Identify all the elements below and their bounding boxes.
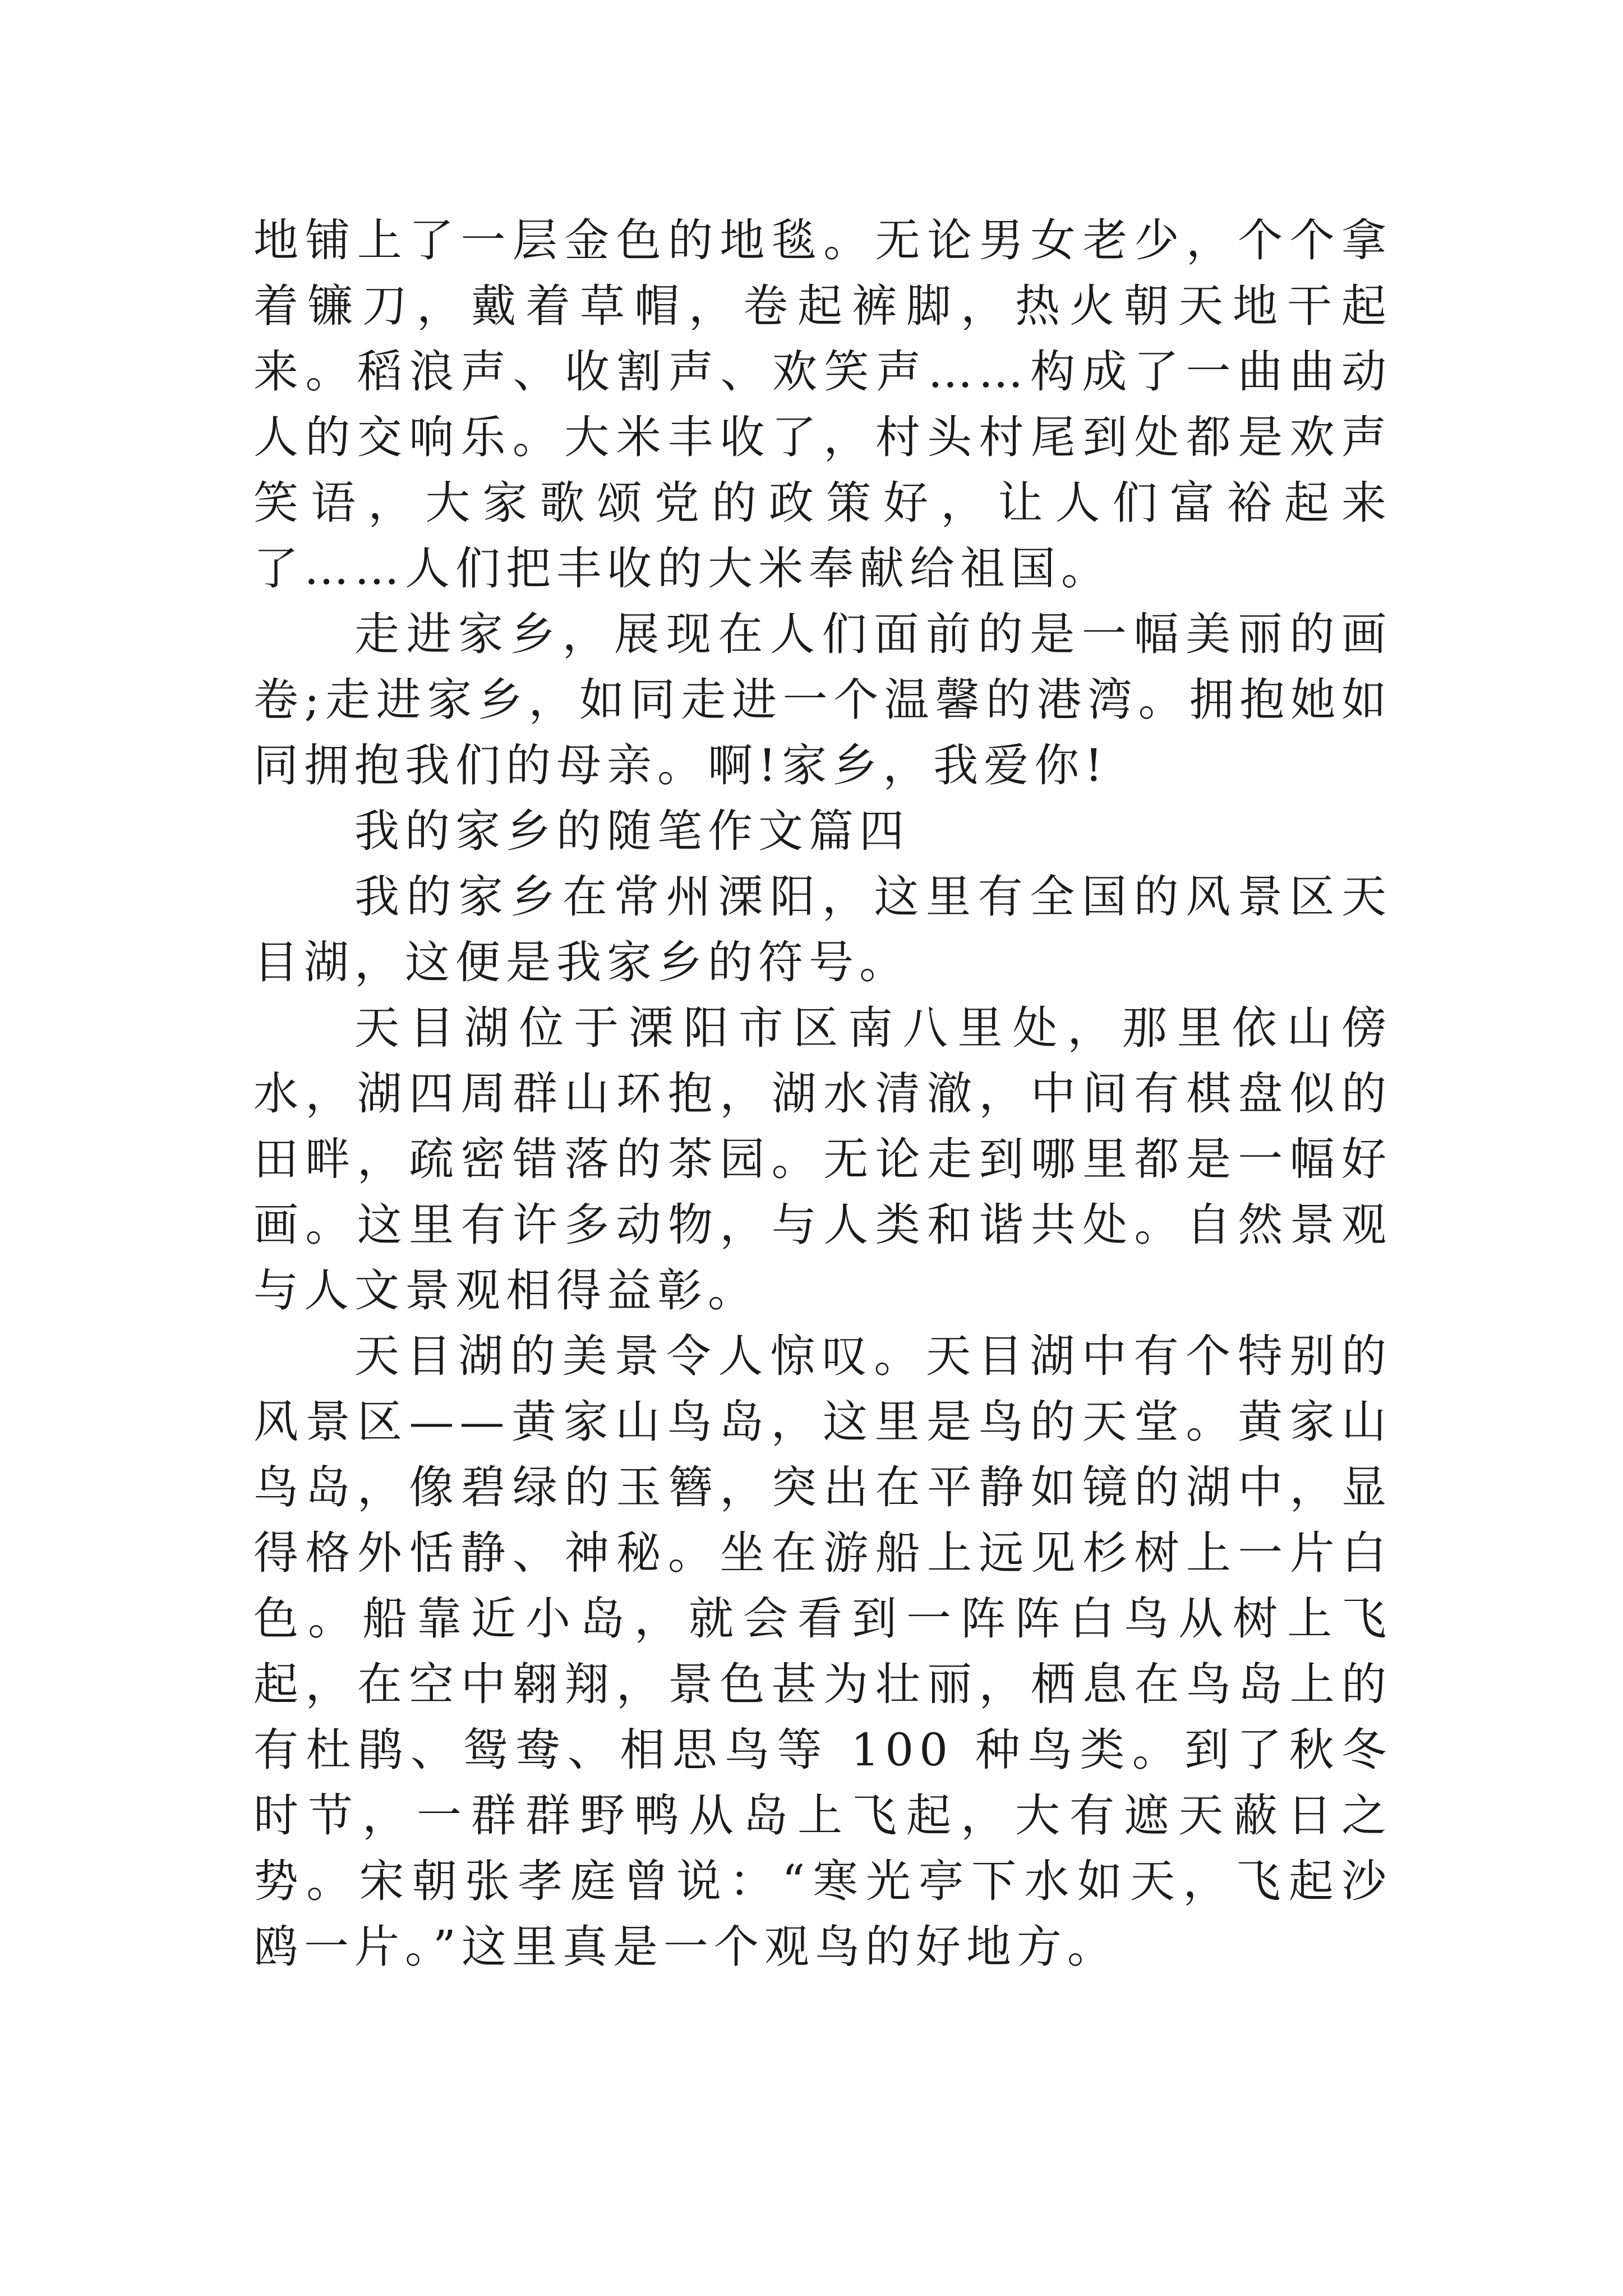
paragraph: 我的家乡在常州溧阳，这里有全国的风景区天目湖，这便是我家乡的符号。 (253, 871, 1392, 988)
paragraph: 天目湖的美景令人惊叹。天目湖中有个特别的风景区——黄家山鸟岛，这里是鸟的天堂。黄家山鸟岛，像碧绿的玉簪，突出在平静如镜的湖中，显得格外恬静、神秘。坐在游船上远见杉树上一片白色。船靠近小岛，就会看到一阵阵白鸟从树上飞起，在空中翱翔，景色甚为壮丽，栖息在鸟岛上的有杜鹃、鸳鸯、相思鸟等 100 种鸟类。到了秋冬时节，一群群野鸭从岛上飞起，大有遮天蔽日之势。宋朝张孝庭曾说：“寒光亭下水如天，飞起沙鸥一片。”这里真是一个观鸟的好地方。 (253, 1330, 1392, 1973)
essay-body (253, 208, 1392, 1980)
paragraph: 天目湖位于溧阳市区南八里处，那里依山傍水，湖四周群山环抱，湖水清澈，中间有棋盘似的田畔，疏密错落的茶园。无论走到哪里都是一幅好画。这里有许多动物，与人类和谐共处。自然景观与人文景观相得益彰。 (253, 1002, 1392, 1317)
paragraph-continued: 地铺上了一层金色的地毯。无论男女老少，个个拿着镰刀，戴着草帽，卷起裤脚，热火朝天地干起来。稻浪声、收割声、欢笑声……构成了一曲曲动人的交响乐。大米丰收了，村头村尾到处都是欢声笑语，大家歌颂党的政策好，让人们富裕起来了……人们把丰收的大米奉献给祖国。 (253, 214, 1392, 595)
section-heading: 我的家乡的随笔作文篇四 (354, 805, 910, 857)
paragraph: 走进家乡，展现在人们面前的是一幅美丽的画卷;走进家乡，如同走进一个温馨的港湾。拥抱她如同拥抱我们的母亲。啊!家乡，我爱你! (253, 608, 1392, 792)
